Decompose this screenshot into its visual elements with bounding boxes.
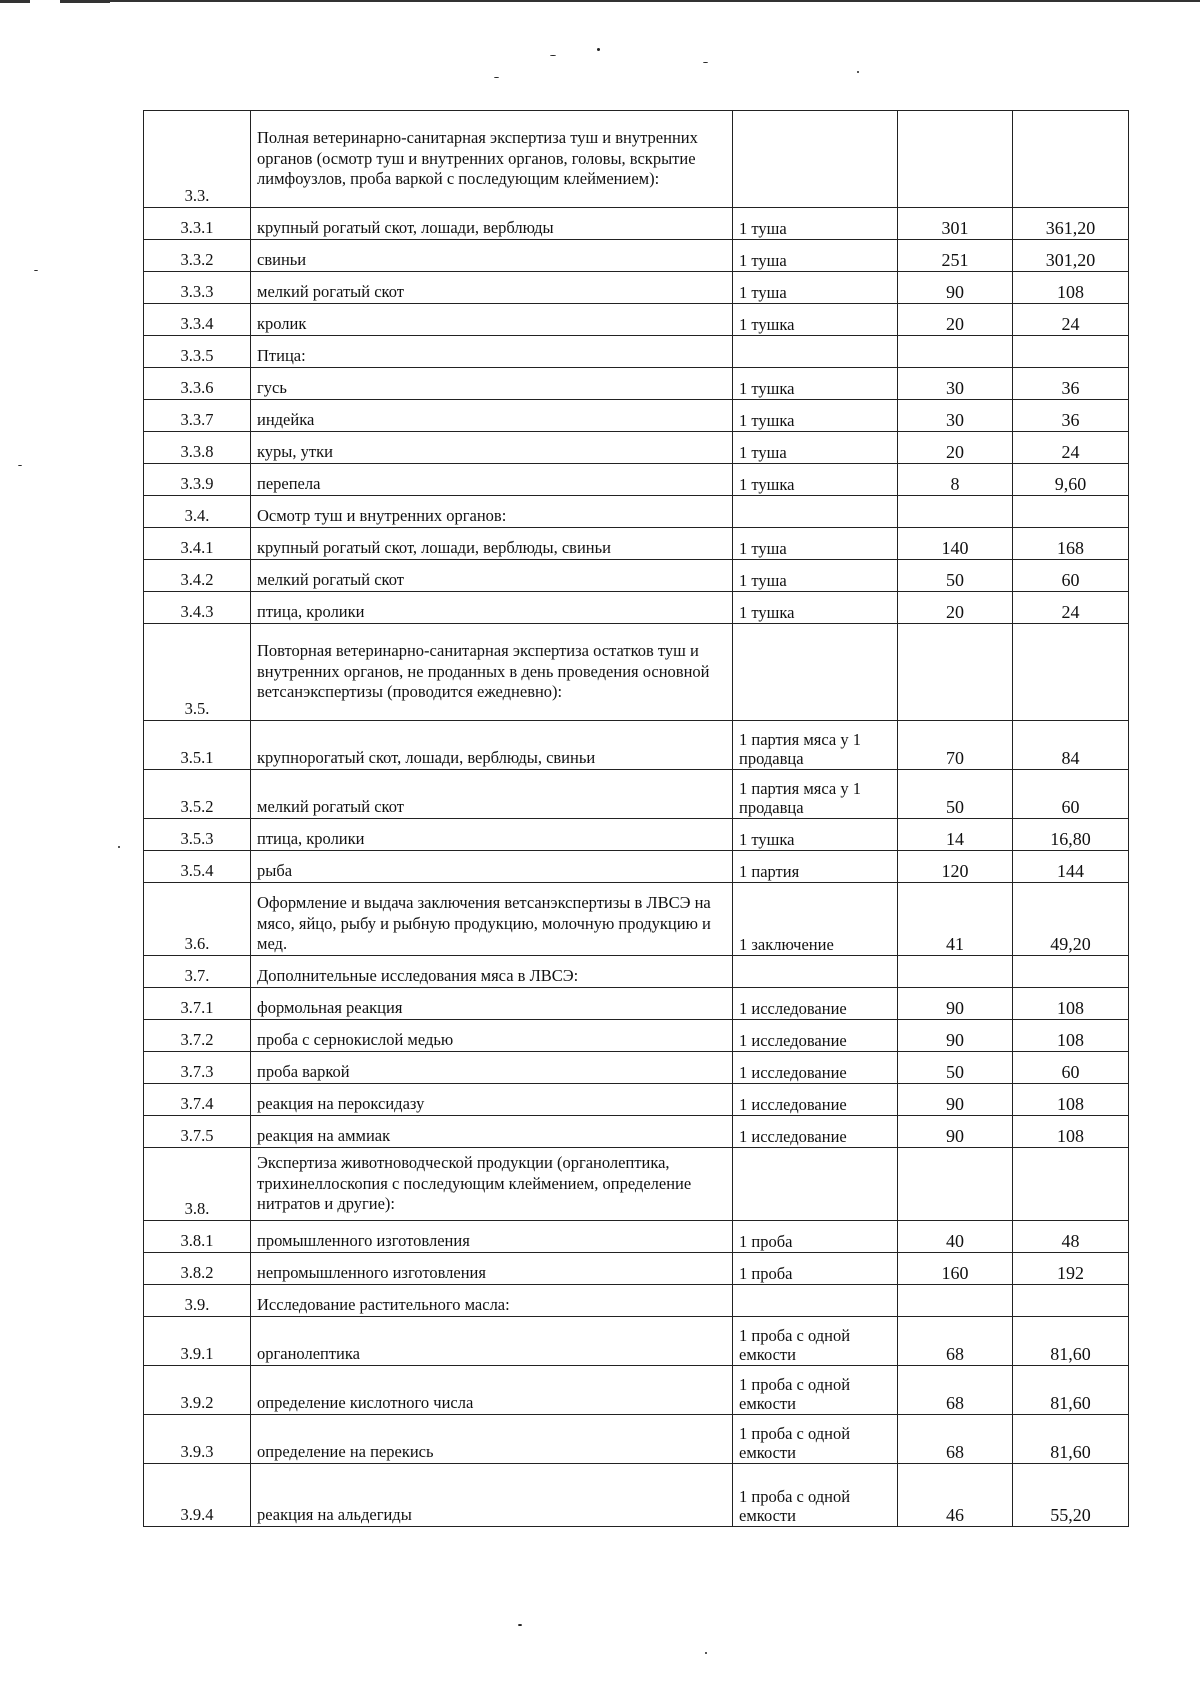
item-number: 3.9. xyxy=(144,1285,251,1317)
item-number: 3.5.3 xyxy=(144,819,251,851)
item-number: 3.3. xyxy=(144,111,251,208)
item-name: Птица: xyxy=(251,336,733,368)
item-name: непромышленного изготовления xyxy=(251,1253,733,1285)
item-name: органолептика xyxy=(251,1317,733,1366)
table-row xyxy=(144,1464,1129,1527)
item-price-with-vat: 81,60 xyxy=(1013,1366,1129,1415)
item-unit: 1 проба xyxy=(733,1253,898,1285)
item-price-with-vat xyxy=(1013,624,1129,721)
item-number: 3.9.3 xyxy=(144,1415,251,1464)
scan-speck xyxy=(118,846,120,848)
item-price: 14 xyxy=(898,819,1013,851)
table-row xyxy=(144,1084,1129,1116)
item-price-with-vat: 55,20 xyxy=(1013,1464,1129,1527)
table-row xyxy=(144,1366,1129,1415)
table-row xyxy=(144,208,1129,240)
scan-speck xyxy=(518,1624,522,1626)
item-name: рыба xyxy=(251,851,733,883)
item-number: 3.4. xyxy=(144,496,251,528)
item-name: кролик xyxy=(251,304,733,336)
item-unit: 1 исследование xyxy=(733,1116,898,1148)
item-price: 68 xyxy=(898,1366,1013,1415)
item-unit: 1 исследование xyxy=(733,1084,898,1116)
table-row xyxy=(144,721,1129,770)
item-price-with-vat: 49,20 xyxy=(1013,883,1129,956)
item-price-with-vat: 24 xyxy=(1013,432,1129,464)
item-price-with-vat: 108 xyxy=(1013,988,1129,1020)
item-price-with-vat: 36 xyxy=(1013,368,1129,400)
item-number: 3.4.3 xyxy=(144,592,251,624)
item-price: 90 xyxy=(898,988,1013,1020)
scan-speck xyxy=(857,71,859,73)
item-unit: 1 проба с одной емкости xyxy=(733,1366,898,1415)
item-number: 3.3.7 xyxy=(144,400,251,432)
item-number: 3.3.3 xyxy=(144,272,251,304)
item-unit: 1 проба с одной емкости xyxy=(733,1464,898,1527)
item-number: 3.7.2 xyxy=(144,1020,251,1052)
item-price: 40 xyxy=(898,1221,1013,1253)
item-name: крупный рогатый скот, лошади, верблюды, свиньи xyxy=(251,528,733,560)
item-price-with-vat: 108 xyxy=(1013,1116,1129,1148)
item-price xyxy=(898,496,1013,528)
item-price: 41 xyxy=(898,883,1013,956)
item-number: 3.8.2 xyxy=(144,1253,251,1285)
item-name: проба варкой xyxy=(251,1052,733,1084)
item-number: 3.3.9 xyxy=(144,464,251,496)
item-name: мелкий рогатый скот xyxy=(251,272,733,304)
item-unit: 1 туша xyxy=(733,560,898,592)
item-name: свиньи xyxy=(251,240,733,272)
item-name: индейка xyxy=(251,400,733,432)
item-price: 68 xyxy=(898,1317,1013,1366)
item-price-with-vat: 36 xyxy=(1013,400,1129,432)
item-price-with-vat xyxy=(1013,111,1129,208)
scan-edge-mark xyxy=(60,0,110,3)
item-price: 8 xyxy=(898,464,1013,496)
table-row xyxy=(144,883,1129,956)
item-price: 70 xyxy=(898,721,1013,770)
item-price-with-vat: 9,60 xyxy=(1013,464,1129,496)
item-price: 50 xyxy=(898,770,1013,819)
item-price xyxy=(898,336,1013,368)
item-price xyxy=(898,1148,1013,1221)
item-unit: 1 тушка xyxy=(733,819,898,851)
item-price-with-vat xyxy=(1013,1285,1129,1317)
item-number: 3.3.8 xyxy=(144,432,251,464)
table-row xyxy=(144,111,1129,208)
item-price: 251 xyxy=(898,240,1013,272)
item-unit: 1 туша xyxy=(733,528,898,560)
item-number: 3.7.5 xyxy=(144,1116,251,1148)
item-name: реакция на аммиак xyxy=(251,1116,733,1148)
item-price-with-vat: 60 xyxy=(1013,770,1129,819)
table-row xyxy=(144,956,1129,988)
item-number: 3.3.2 xyxy=(144,240,251,272)
table-row xyxy=(144,988,1129,1020)
item-name: крупнорогатый скот, лошади, верблюды, свиньи xyxy=(251,721,733,770)
item-price-with-vat: 361,20 xyxy=(1013,208,1129,240)
item-number: 3.3.1 xyxy=(144,208,251,240)
item-name: Осмотр туш и внутренних органов: xyxy=(251,496,733,528)
scan-speck xyxy=(550,55,556,56)
table-row xyxy=(144,240,1129,272)
item-price-with-vat: 81,60 xyxy=(1013,1317,1129,1366)
item-price: 20 xyxy=(898,432,1013,464)
item-name: Оформление и выдача заключения ветсанэкспертизы в ЛВСЭ на мясо, яйцо, рыбу и рыбную продукцию, молочную продукцию и мед. xyxy=(251,883,733,956)
item-price: 68 xyxy=(898,1415,1013,1464)
item-number: 3.5.1 xyxy=(144,721,251,770)
item-number: 3.3.5 xyxy=(144,336,251,368)
item-number: 3.8. xyxy=(144,1148,251,1221)
table-row xyxy=(144,1221,1129,1253)
item-number: 3.5. xyxy=(144,624,251,721)
item-unit: 1 тушка xyxy=(733,464,898,496)
item-unit: 1 партия мяса у 1 продавца xyxy=(733,721,898,770)
item-price-with-vat: 84 xyxy=(1013,721,1129,770)
item-number: 3.9.1 xyxy=(144,1317,251,1366)
table-row xyxy=(144,770,1129,819)
item-name: Дополнительные исследования мяса в ЛВСЭ: xyxy=(251,956,733,988)
item-unit: 1 тушка xyxy=(733,592,898,624)
item-price xyxy=(898,111,1013,208)
item-price-with-vat xyxy=(1013,336,1129,368)
item-name: мелкий рогатый скот xyxy=(251,770,733,819)
item-name: крупный рогатый скот, лошади, верблюды xyxy=(251,208,733,240)
table-row xyxy=(144,464,1129,496)
item-number: 3.3.4 xyxy=(144,304,251,336)
item-number: 3.5.2 xyxy=(144,770,251,819)
item-name: Повторная ветеринарно-санитарная экспертиза остатков туш и внутренних органов, не проданных в день проведения основной ветсанэкспертизы (проводится ежедневно): xyxy=(251,624,733,721)
item-number: 3.4.2 xyxy=(144,560,251,592)
item-unit xyxy=(733,1285,898,1317)
item-number: 3.7.1 xyxy=(144,988,251,1020)
table-row xyxy=(144,528,1129,560)
item-name: гусь xyxy=(251,368,733,400)
table-row xyxy=(144,560,1129,592)
item-price-with-vat: 108 xyxy=(1013,1084,1129,1116)
scan-speck xyxy=(705,1652,707,1654)
table-row xyxy=(144,624,1129,721)
item-name: Исследование растительного масла: xyxy=(251,1285,733,1317)
item-number: 3.5.4 xyxy=(144,851,251,883)
item-number: 3.7.4 xyxy=(144,1084,251,1116)
item-price: 46 xyxy=(898,1464,1013,1527)
item-unit: 1 тушка xyxy=(733,368,898,400)
item-number: 3.8.1 xyxy=(144,1221,251,1253)
table-row xyxy=(144,400,1129,432)
item-name: птица, кролики xyxy=(251,819,733,851)
scan-speck xyxy=(703,62,708,63)
table-row xyxy=(144,368,1129,400)
item-unit xyxy=(733,624,898,721)
item-price-with-vat: 144 xyxy=(1013,851,1129,883)
item-name: реакция на альдегиды xyxy=(251,1464,733,1527)
table-row xyxy=(144,1415,1129,1464)
item-price: 90 xyxy=(898,1020,1013,1052)
item-price-with-vat: 301,20 xyxy=(1013,240,1129,272)
item-number: 3.9.2 xyxy=(144,1366,251,1415)
item-price xyxy=(898,1285,1013,1317)
item-price: 50 xyxy=(898,560,1013,592)
item-name: формольная реакция xyxy=(251,988,733,1020)
item-unit: 1 тушка xyxy=(733,400,898,432)
item-unit xyxy=(733,336,898,368)
item-price: 140 xyxy=(898,528,1013,560)
item-price: 90 xyxy=(898,1116,1013,1148)
item-price xyxy=(898,956,1013,988)
item-unit: 1 тушка xyxy=(733,304,898,336)
item-number: 3.9.4 xyxy=(144,1464,251,1527)
item-price: 30 xyxy=(898,400,1013,432)
item-name: промышленного изготовления xyxy=(251,1221,733,1253)
price-table-body xyxy=(144,111,1129,1527)
item-name: мелкий рогатый скот xyxy=(251,560,733,592)
table-row xyxy=(144,819,1129,851)
item-name: Полная ветеринарно-санитарная экспертиза туш и внутренних органов (осмотр туш и внутренних органов, головы, вскрытие лимфоузлов, проба варкой с последующим клеймением): xyxy=(251,111,733,208)
table-row xyxy=(144,1253,1129,1285)
item-number: 3.6. xyxy=(144,883,251,956)
item-price: 301 xyxy=(898,208,1013,240)
item-unit: 1 туша xyxy=(733,208,898,240)
table-row xyxy=(144,496,1129,528)
scan-speck xyxy=(494,77,499,78)
scan-edge-mark xyxy=(0,0,30,3)
item-unit: 1 проба с одной емкости xyxy=(733,1317,898,1366)
item-name: определение кислотного числа xyxy=(251,1366,733,1415)
item-unit: 1 исследование xyxy=(733,1052,898,1084)
table-row xyxy=(144,1020,1129,1052)
item-number: 3.7. xyxy=(144,956,251,988)
item-number: 3.7.3 xyxy=(144,1052,251,1084)
item-unit: 1 исследование xyxy=(733,1020,898,1052)
item-unit xyxy=(733,496,898,528)
item-unit: 1 проба xyxy=(733,1221,898,1253)
price-table xyxy=(143,110,1129,1527)
item-price-with-vat: 24 xyxy=(1013,592,1129,624)
item-price-with-vat: 60 xyxy=(1013,1052,1129,1084)
table-row xyxy=(144,272,1129,304)
item-unit: 1 туша xyxy=(733,240,898,272)
item-price: 20 xyxy=(898,304,1013,336)
item-unit: 1 заключение xyxy=(733,883,898,956)
item-name: определение на перекись xyxy=(251,1415,733,1464)
item-name: Экспертиза животноводческой продукции (органолептика, трихинеллоскопия с последующим клеймением, определение нитратов и другие): xyxy=(251,1148,733,1221)
item-price: 90 xyxy=(898,272,1013,304)
item-unit: 1 туша xyxy=(733,272,898,304)
item-name: куры, утки xyxy=(251,432,733,464)
item-price-with-vat xyxy=(1013,1148,1129,1221)
item-price-with-vat: 60 xyxy=(1013,560,1129,592)
item-price-with-vat: 192 xyxy=(1013,1253,1129,1285)
item-unit xyxy=(733,1148,898,1221)
item-name: перепела xyxy=(251,464,733,496)
table-row xyxy=(144,336,1129,368)
item-price: 160 xyxy=(898,1253,1013,1285)
item-price-with-vat: 16,80 xyxy=(1013,819,1129,851)
table-row xyxy=(144,304,1129,336)
table-row xyxy=(144,432,1129,464)
item-price-with-vat: 108 xyxy=(1013,1020,1129,1052)
item-price-with-vat xyxy=(1013,496,1129,528)
item-name: птица, кролики xyxy=(251,592,733,624)
item-unit: 1 партия мяса у 1 продавца xyxy=(733,770,898,819)
scan-speck xyxy=(597,48,600,51)
scan-edge-line xyxy=(110,0,1200,2)
table-row xyxy=(144,592,1129,624)
table-row xyxy=(144,1285,1129,1317)
table-row xyxy=(144,1148,1129,1221)
item-price-with-vat: 168 xyxy=(1013,528,1129,560)
item-price: 90 xyxy=(898,1084,1013,1116)
item-price: 120 xyxy=(898,851,1013,883)
table-row xyxy=(144,1317,1129,1366)
item-number: 3.3.6 xyxy=(144,368,251,400)
item-price-with-vat: 81,60 xyxy=(1013,1415,1129,1464)
item-unit xyxy=(733,111,898,208)
item-unit: 1 туша xyxy=(733,432,898,464)
item-unit xyxy=(733,956,898,988)
item-unit: 1 проба с одной емкости xyxy=(733,1415,898,1464)
scan-speck xyxy=(18,465,22,466)
item-name: реакция на пероксидазу xyxy=(251,1084,733,1116)
item-price: 50 xyxy=(898,1052,1013,1084)
item-price xyxy=(898,624,1013,721)
item-name: проба с сернокислой медью xyxy=(251,1020,733,1052)
scan-speck xyxy=(34,270,38,271)
item-unit: 1 исследование xyxy=(733,988,898,1020)
table-row xyxy=(144,1116,1129,1148)
item-price-with-vat: 24 xyxy=(1013,304,1129,336)
item-price-with-vat: 48 xyxy=(1013,1221,1129,1253)
table-row xyxy=(144,1052,1129,1084)
item-price-with-vat xyxy=(1013,956,1129,988)
item-number: 3.4.1 xyxy=(144,528,251,560)
item-price: 20 xyxy=(898,592,1013,624)
item-price: 30 xyxy=(898,368,1013,400)
item-unit: 1 партия xyxy=(733,851,898,883)
table-row xyxy=(144,851,1129,883)
item-price-with-vat: 108 xyxy=(1013,272,1129,304)
